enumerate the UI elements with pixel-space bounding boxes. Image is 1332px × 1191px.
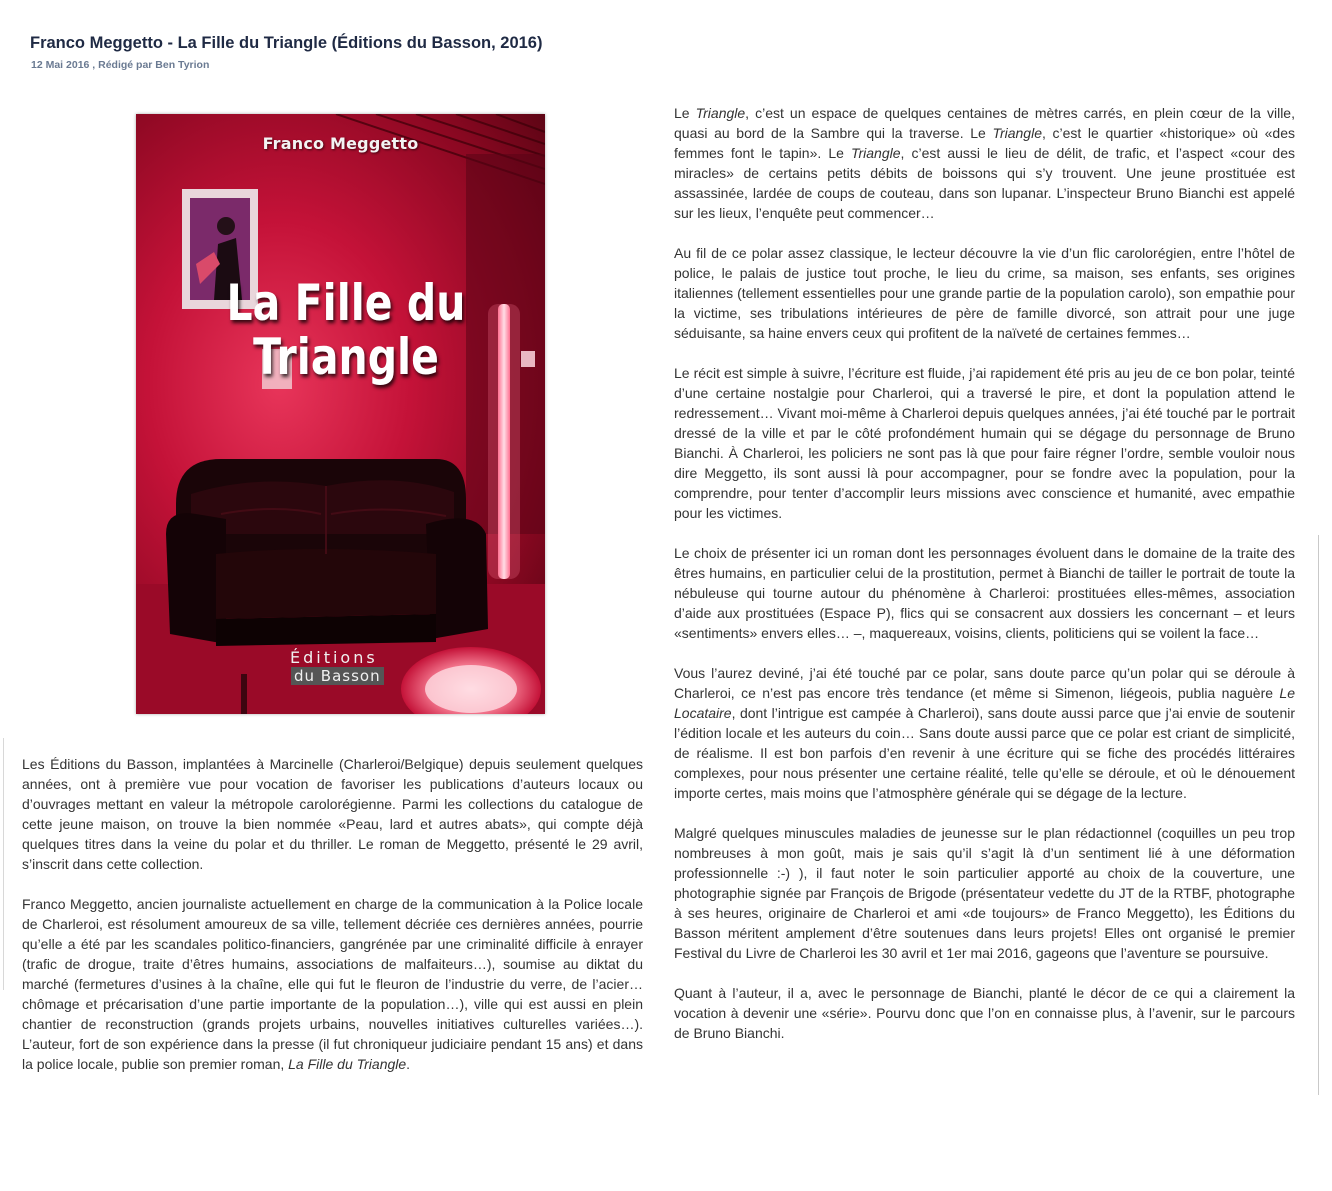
right-paragraph-4: Le choix de présenter ici un roman dont les personnages évoluent dans le domaine de la traite des êtres humains, en particulier celui de la prostitution, permet à Bianchi de tailler le portrait de toute la nébuleuse qui tourne autour du phénomène à Charleroi: prostituées elles-mêmes, association d’aide aux prostituées (Espace P), flics qui se consacrent aux dossiers les concernant – et leurs «sentiments» envers elles… –, maquereaux, voisins, clients, politiciens qui se voilent la face… [674,545,1295,641]
left-paragraph-1: Les Éditions du Basson, implantées à Marcinelle (Charleroi/Belgique) depuis seulement quelques années, ont à première vue pour vocation de favoriser les publications d’auteurs locaux ou d’ouvrages mettant en valeur la métropole carolorégienne. Parmi les collections du catalogue de cette jeune maison, on trouve la bien nommée «Peau, lard et autres abats», qui compte déjà quelques titres dans la veine du polar et du thriller. Le roman de Meggetto, présenté le 29 avril, s’inscrit dans cette collection. [22,756,643,872]
cover-publisher-line-2: du Basson [291,667,384,685]
cover-title-line-2: Triangle [253,328,439,386]
cover-publisher-line-1: Éditions [290,648,378,667]
cover-photo-illustration [136,114,545,714]
cover-title [223,276,469,384]
right-paragraph-1: Le Triangle, c’est un espace de quelques centaines de mètres carrés, en plein cœur de la ville, quasi au bord de la Sambre qui la traverse. Le Triangle, c’est le quartier «historique» où «des femmes font le tapin». Le Triangle, c’est aussi le lieu de délit, de trafic, et l’aspect «cour des miracles» de certains petits débits de boissons qui s’y trouvent. Une jeune prostituée est assassinée, lardée de coups de couteau, dans son lupanar. L’inspecteur Bruno Bianchi est appelé sur les lieux, l’enquête peut commencer… [674,105,1296,221]
right-edge-divider [1318,535,1319,1095]
article-right-column [674,103,1295,1063]
article-title[interactable]: Franco Meggetto - La Fille du Triangle (Éditions du Basson, 2016) [30,34,543,52]
right-paragraph-3: Le récit est simple à suivre, l’écriture est fluide, j’ai rapidement été pris au jeu de ce bon polar, teinté d’une certaine nostalgie pour Charleroi, qui a traversé le pire, et dont la population attend le redressement… Vivant moi-même à Charleroi depuis quelques années, j’ai été touché par le portrait dressé de la ville et par le côté profondément humain qui se dégage du personnage de Bruno Bianchi. À Charleroi, les policiers ne sont pas là que pour faire régner l’ordre, semble vouloir nous dire Meggetto, ils sont aussi là pour accompagner, pour se fondre avec la population, pour la comprendre, pour tenter d’accomplir leurs missions avec conscience et humanité, avec empathie pour les victimes. [674,365,1295,521]
right-paragraph-5: Vous l’aurez deviné, j’ai été touché par ce polar, sans doute parce qu’un polar qui se déroule à Charleroi, ce n’est pas encore très tendance (et même si Simenon, liégeois, publia naguère Le Locataire, dont l’intrigue est campée à Charleroi), sans doute aussi parce que j’ai envie de soutenir l’édition locale et les auteurs du coin… Sans doute aussi parce que ce polar est criant de simplicité, de réalisme. Il est bon parfois d’en revenir à une écriture qui se fiche des procédés littéraires complexes, pour nous présenter une certaine réalité, telle qu’elle se déroule, et où le dénouement importe certes, mais moins que l’atmosphère générale qui se dégage de la lecture. [674,665,1295,801]
cover-author-name: Franco Meggetto [262,134,419,153]
article-left-column [22,754,643,1094]
right-paragraph-2: Au fil de ce polar assez classique, le lecteur découvre la vie d’un flic carolorégien, entre l’hôtel de police, le palais de justice tout proche, le lieu du crime, sa maison, ses enfants, ses origines italiennes (tellement essentielles pour une grande partie de la population carolo), son empathie pour la victime, ses tribulations intérieures de père de famille divorcé, son attrait pour une juge séduisante, sa haine envers ceux qui profitent de la naïveté de certaines femmes… [674,245,1295,341]
article-meta: 12 Mai 2016 , Rédigé par Ben Tyrion [31,59,210,71]
right-paragraph-6: Malgré quelques minuscules maladies de jeunesse sur le plan rédactionnel (coquilles un peu trop nombreuses à mon goût, mais je sais qu’il s’agit là d’un sentiment lié à une déformation professionnelle :-) ), il faut noter le soin particulier apporté au choix de la couverture, une photographie signée par François de Brigode (présentateur vedette du JT de la RTBF, photographe à ses heures, originaire de Charleroi et ami «de toujours» de Franco Meggetto), les Éditions du Basson méritent amplement d’être soutenues dans leurs projets! Elles ont organisé le premier Festival du Livre de Charleroi les 30 avril et 1er mai 2016, gageons que l’aventure se poursuive. [674,825,1295,961]
cover-title-line-1: La Fille du [226,274,466,332]
left-paragraph-2: Franco Meggetto, ancien journaliste actuellement en charge de la communication à la Police locale de Charleroi, est résolument amoureux de sa ville, tellement décriée ces dernières années, pourrie qu’elle a été par les scandales politico-financiers, gangrénée par une criminalité difficile à enrayer (trafic de drogue, traite d’êtres humains, associations de malfaiteurs…), soumise au diktat du marché (fermetures d’usines à la chaîne, elle qui fut le fleuron de l’industrie du verre, de l’acier… chômage et précarisation d’une partie importante de la population…), ville qui est aussi en plein chantier de reconstruction (grands projets urbains, nouvelles initiatives culturelles variées…). L’auteur, fort de son expérience dans la presse (il fut chroniqueur judiciaire pendant 15 ans) et dans la police locale, publie son premier roman, La Fille du Triangle. [22,896,643,1072]
book-cover-image [136,114,545,714]
right-paragraph-7: Quant à l’auteur, il a, avec le personnage de Bianchi, planté le décor de ce qui a clairement la vocation à devenir une «série». Pourvu donc que l’on en connaisse plus, à l’avenir, sur le parcours de Bruno Bianchi. [674,985,1295,1041]
left-edge-divider [3,738,4,990]
